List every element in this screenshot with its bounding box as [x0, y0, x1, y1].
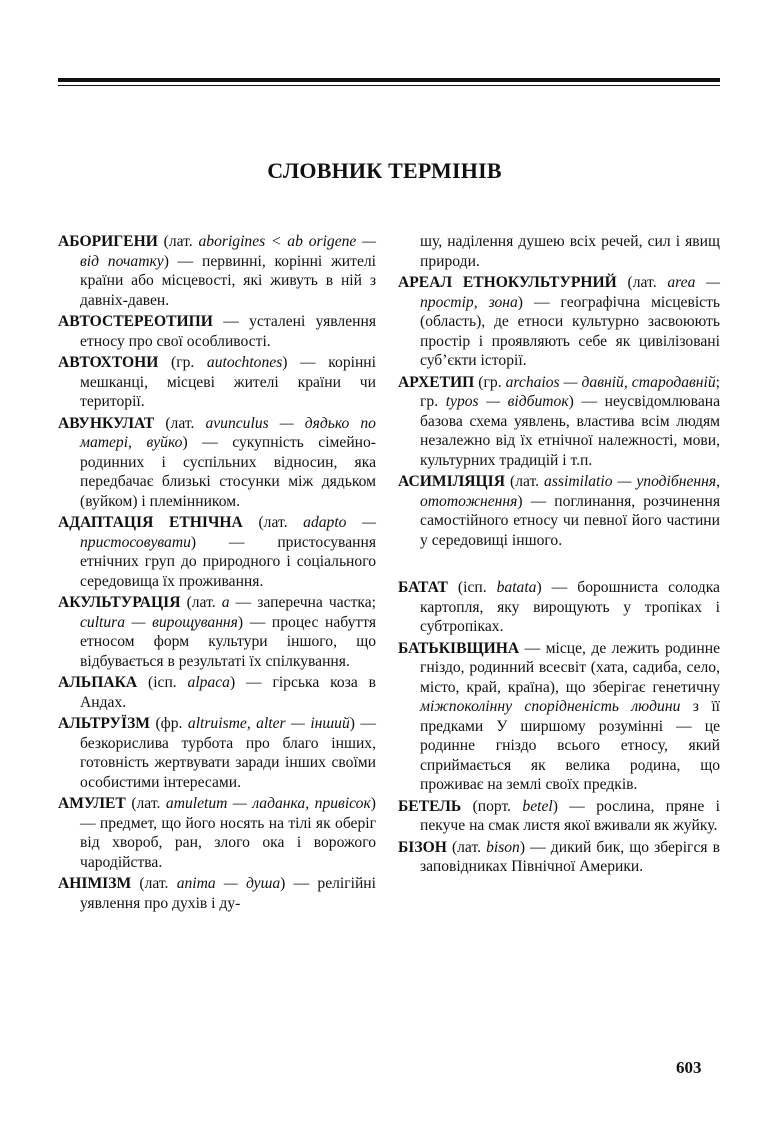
page-title: СЛОВНИК ТЕРМІНІВ	[267, 158, 502, 183]
entry-headword: АВТОСТЕРЕОТИПИ	[58, 313, 213, 330]
entry-text: (лат.	[505, 473, 545, 490]
entry-text: ) — поглинання, розчинення самостійного етносу чи певної його частини у середовищі іншого.	[420, 492, 720, 549]
section-gap	[398, 552, 720, 578]
entry-text: — усталені уявлення етносу про свої особливості.	[80, 313, 376, 350]
entry-text: ) — пристосування етнічних груп до природного і соціального середовища їх проживання.	[80, 533, 376, 590]
glossary-entry	[398, 838, 720, 877]
entry-text: (гр.	[158, 354, 207, 371]
entry-italic-text: assimilatio — уподібнення, ототожнення	[420, 473, 720, 510]
entry-headword: АВТОХТОНИ	[58, 354, 159, 371]
entry-text: ; гр.	[420, 373, 720, 410]
entry-text: (фр.	[150, 715, 188, 732]
glossary-entry	[398, 373, 720, 471]
entry-headword: АДАПТАЦІЯ ЕТНІЧНА	[58, 514, 243, 531]
entry-headword: АБОРИГЕНИ	[58, 233, 158, 250]
entry-italic-text: anima — душа	[176, 875, 281, 892]
entry-text: (лат.	[131, 875, 177, 892]
entry-italic-text: amuletum — ладанка, привісок	[165, 795, 371, 812]
glossary-entry	[58, 312, 376, 351]
entry-italic-text: bison	[486, 838, 520, 856]
entry-italic-text: avunculus — дядько по матері, вуйко	[80, 414, 376, 451]
glossary-entry	[398, 578, 720, 637]
glossary-entry	[58, 414, 376, 512]
entry-italic-text: area — простір, зона	[420, 274, 720, 311]
entry-italic-text: adapto — пристосовувати	[80, 514, 376, 551]
entry-text: ) — дикий бик, що зберігся в заповідниках Північної Америки.	[420, 838, 720, 875]
glossary-entry	[398, 639, 720, 795]
entry-headword: АКУЛЬТУРАЦІЯ	[58, 594, 181, 611]
entry-text: (ісп.	[137, 674, 188, 691]
page-number: 603	[676, 1058, 702, 1077]
glossary-entry	[398, 472, 720, 550]
glossary-entry	[398, 273, 720, 371]
entry-text: (лат.	[180, 594, 222, 611]
glossary-entry	[58, 794, 376, 872]
entry-headword: АРХЕТИП	[398, 373, 475, 391]
entry-italic-text: alpaca	[187, 674, 230, 691]
entry-headword: БАТАТ	[398, 579, 448, 596]
glossary-entry	[58, 513, 376, 591]
entry-text: ) — географічна місцевість (область), де етноси культурно засвоюють простір і проявляють себе як цивілізовані суб’єкти історії.	[420, 293, 720, 369]
entry-headword: БАТЬКІВЩИНА	[398, 639, 520, 657]
entry-text: (лат.	[154, 414, 206, 432]
entry-text: ) — предмет, що його носять на тілі як оберіг від хвороб, ран, злого ока і ворожого чародійства.	[80, 795, 376, 871]
entry-headword: АЛЬПАКА	[58, 674, 138, 691]
entry-text: ) — рослина, пряне і пекуче на смак листя якої вживали як жуйку.	[420, 797, 720, 834]
entry-text: — місце, де лежить родинне гніздо, родинний всесвіт (хата, садиба, село, місто, край, країна), що зберігає генетичну	[420, 639, 720, 696]
glossary-entry	[58, 593, 376, 671]
glossary-entry	[58, 673, 376, 712]
left-column	[58, 232, 376, 915]
entry-text: ) — гірська коза в Андах.	[80, 674, 376, 711]
entry-headword: АЛЬТРУЇЗМ	[58, 715, 151, 732]
entry-text: (гр.	[474, 373, 506, 391]
continued-text: шу, наділення душею всіх речей, сил і явищ природи.	[420, 233, 720, 270]
entry-headword: АНІМІЗМ	[58, 875, 132, 892]
entry-italic-text: betel	[522, 797, 553, 815]
entry-text: (ісп.	[447, 579, 497, 596]
entry-text: ) — процес набуття етносом форм культури іншого, що відбувається в результаті їх спілкування.	[80, 613, 376, 670]
entry-italic-text: altruisme, alter — інший	[187, 715, 350, 732]
glossary-entry	[58, 353, 376, 412]
entry-text: — заперечна частка;	[229, 594, 376, 611]
entry-italic-text: batata	[496, 579, 537, 596]
entry-italic-text: a	[221, 594, 230, 611]
entry-italic-text: archaios — давній, стародавній	[505, 373, 716, 391]
header-rule-thin	[58, 85, 720, 86]
header-rule-thick	[58, 78, 720, 82]
glossary-entry	[58, 714, 376, 792]
glossary-entry	[58, 232, 376, 310]
glossary-entry	[58, 874, 376, 913]
glossary-entry	[398, 797, 720, 836]
entry-text: ) — сукупність сімейно-родинних і суспільних відносин, яка передбачає близькі стосунки між дядьком (вуйком) і племінником.	[80, 434, 376, 510]
entry-text: ) — борошниста солодка картопля, яку вирощують у тропіках і субтропіках.	[420, 579, 720, 635]
entry-headword: АВУНКУЛАТ	[58, 414, 155, 432]
entry-text: (порт.	[461, 797, 523, 815]
entry-text: ) — безкорислива турбота про благо інших, готовність жертвувати заради інших своїми особистими інтересами.	[80, 715, 377, 791]
entry-headword: АСИМІЛЯЦІЯ	[398, 473, 506, 490]
entry-headword: БЕТЕЛЬ	[398, 797, 462, 815]
entry-text: (лат.	[125, 795, 166, 812]
entry-italic-text: autochtones	[206, 354, 283, 371]
entry-text: ) — неусвідомлювана базова схема уявлень, властива всім людям незалежно від їх етнічної належності, мови, культурних традицій і т.п.	[420, 393, 721, 469]
entry-text: з її предками У ширшому розумінні — це родинне гніздо всього етносу, який сприймається як велика родина, що проживає на землі своїх предків.	[420, 698, 720, 793]
entry-text: ) — релігійні уявлення про духів і ду-	[80, 875, 376, 912]
entry-italic-text: міжпоколінну спорідненість людини	[420, 698, 681, 715]
entry-text: (лат.	[157, 233, 199, 250]
entry-headword: АРЕАЛ ЕТНОКУЛЬТУРНИЙ	[398, 274, 617, 291]
entry-text: (лат.	[242, 514, 304, 531]
entry-text: (лат.	[446, 838, 487, 856]
entry-headword: БІЗОН	[398, 838, 447, 856]
entry-italic-text: cultura — вирощування	[80, 613, 238, 631]
entry-italic-text: typos — відбиток	[445, 393, 569, 410]
entry-text: ) — первинні, корінні жителі країни або місцевості, які живуть в ній з давніх-давен.	[80, 252, 376, 309]
entry-text: ) — корінні мешканці, місцеві жителі країни чи території.	[80, 354, 376, 410]
right-column	[398, 232, 720, 879]
entry-headword: АМУЛЕТ	[58, 795, 126, 812]
entry-italic-text: aborigines < ab origene — від початку	[80, 233, 376, 270]
entry-text: (лат.	[616, 274, 668, 291]
